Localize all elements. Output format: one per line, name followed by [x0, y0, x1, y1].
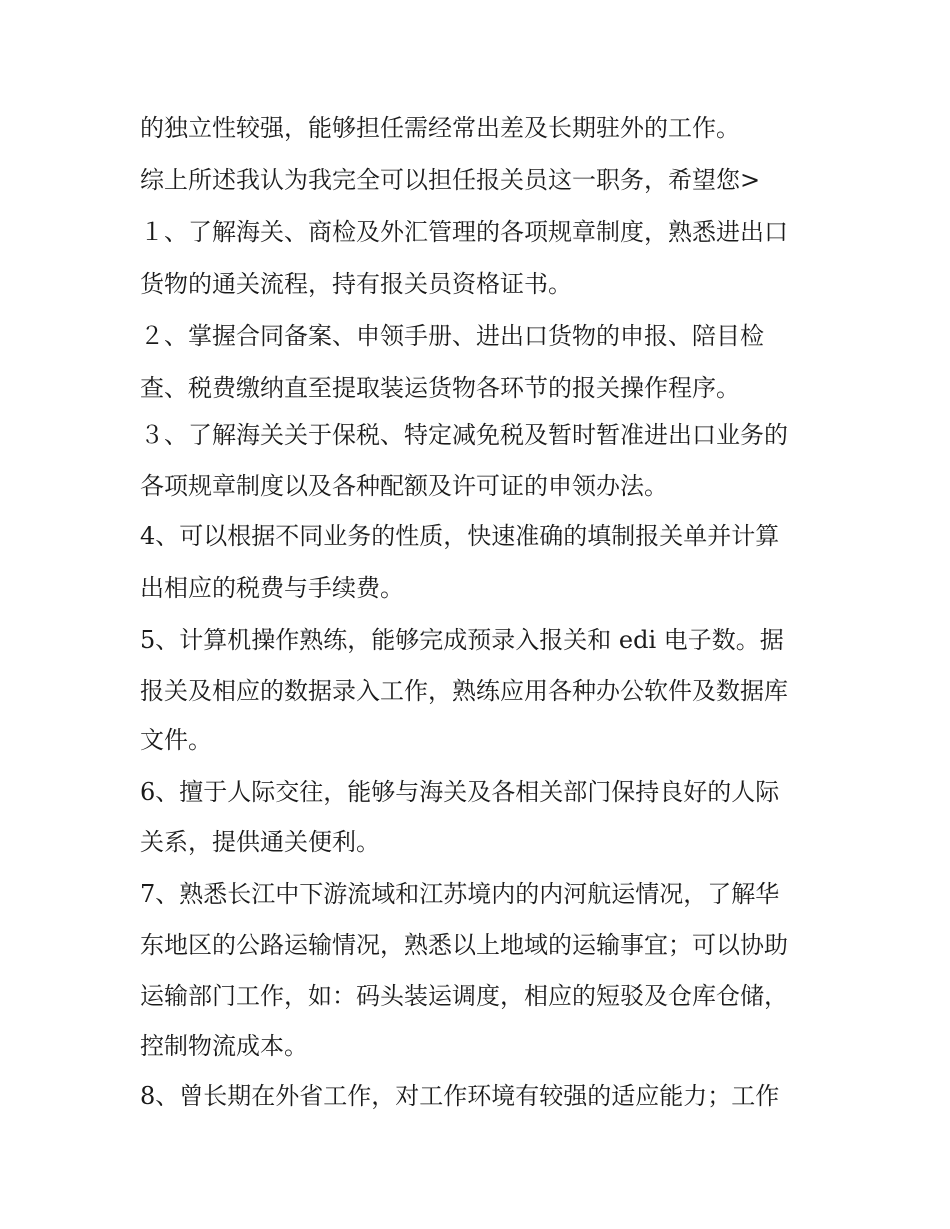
list-item-1-line-2: 货物的通关流程，持有报关员资格证书。: [140, 270, 572, 298]
list-item-6-line-2: 关系，提供通关便利。: [140, 828, 380, 856]
text-line: 的独立性较强，能够担任需经常出差及长期驻外的工作。: [140, 114, 740, 142]
list-item-3-line-1: ３、了解海关关于保税、特定减免税及暂时暂准进出口业务的: [140, 421, 788, 449]
list-item-2-line-1: ２、掌握合同备案、申领手册、进出口货物的申报、陪目检: [140, 322, 764, 350]
list-item-1-line-1: １、了解海关、商检及外汇管理的各项规章制度，熟悉进出口: [140, 218, 788, 246]
list-item-5-line-2: 报关及相应的数据录入工作，熟练应用各种办公软件及数据库: [140, 677, 788, 705]
list-item-4-line-1: 4、可以根据不同业务的性质，快速准确的填制报关单并计算: [140, 522, 780, 550]
list-item-2-line-2: 查、税费缴纳直至提取装运货物各环节的报关操作程序。: [140, 374, 740, 402]
list-item-8-line-1: 8、曾长期在外省工作，对工作环境有较强的适应能力；工作: [140, 1082, 780, 1110]
text-line: 综上所述我认为我完全可以担任报关员这一职务，希望您>: [140, 166, 761, 194]
list-item-7-line-2: 东地区的公路运输情况，熟悉以上地域的运输事宜；可以协助: [140, 931, 788, 959]
list-item-5-line-3: 文件。: [140, 726, 212, 754]
list-item-6-line-1: 6、擅于人际交往，能够与海关及各相关部门保持良好的人际: [140, 778, 780, 806]
list-item-7-line-1: 7、熟悉长江中下游流域和江苏境内的内河航运情况，了解华: [140, 880, 780, 908]
list-item-7-line-4: 控制物流成本。: [140, 1032, 308, 1060]
list-item-7-line-3: 运输部门工作，如：码头装运调度，相应的短驳及仓库仓储，: [140, 982, 788, 1010]
list-item-4-line-2: 出相应的税费与手续费。: [140, 574, 404, 602]
list-item-3-line-2: 各项规章制度以及各种配额及许可证的申领办法。: [140, 472, 668, 500]
list-item-5-line-1: 5、计算机操作熟练，能够完成预录入报关和 edi 电子数。据: [140, 626, 784, 654]
